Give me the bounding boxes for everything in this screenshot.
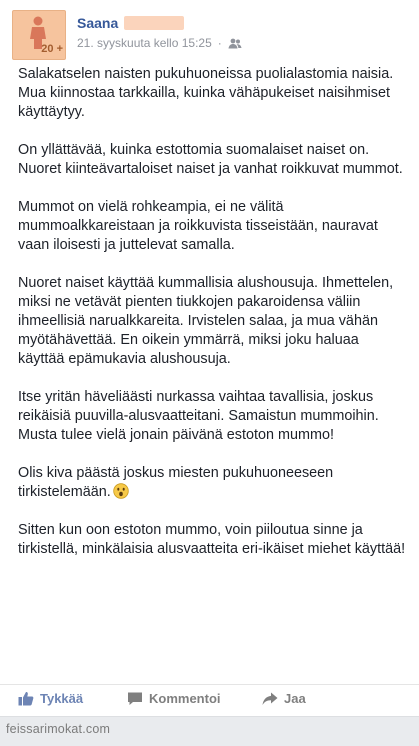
avatar[interactable] — [12, 10, 66, 60]
like-label: Tykkää — [40, 691, 84, 706]
surprised-face-icon — [113, 483, 129, 499]
post-paragraph: Nuoret naiset käyttää kummallisia alushousuja. Ihmettelen, miksi ne vetävät pienten tiukkojen pakaroidensa väliin ihmeellisiä narualkkareita. Irvistelen salaa, ja mua vähän myötähävettää. En oikein ymmärrä, miksi joku haluaa käyttää epämukavia alushousuja. — [18, 275, 394, 367]
friends-icon[interactable] — [228, 38, 242, 49]
comment-button[interactable] — [127, 691, 221, 706]
age-badge: 20 + — [41, 43, 63, 55]
post-body — [18, 65, 406, 578]
post-actions-bar — [0, 684, 419, 715]
comment-label: Kommentoi — [149, 691, 221, 706]
post-paragraph: Mummot on vielä rohkeampia, ei ne välitä mummoalkkareistaan ja roikkuvista tisseistään, nauravat vaan iloisesti ja juttelevat samalla. — [18, 199, 378, 253]
post-paragraph: Sitten kun oon estoton mummo, voin piiloutua sinne ja tirkistellä, minkälaisia alusvaatteita eri-ikäiset miehet käyttää! — [18, 522, 406, 557]
post-timestamp[interactable]: 21. syyskuuta kello 15:25 — [77, 36, 212, 50]
author-name[interactable]: Saana — [77, 15, 119, 31]
like-button[interactable] — [18, 691, 83, 706]
source-watermark: feissarimokat.com — [6, 722, 111, 736]
share-arrow-icon — [262, 692, 278, 706]
share-label: Jaa — [284, 691, 306, 706]
post-paragraph: On yllättävää, kuinka estottomia suomalaiset naiset on. Nuoret kiinteävartaloiset naiset ja vanhat roikkuvat mummot. — [18, 142, 403, 177]
post-paragraph-with-emoji — [18, 464, 406, 502]
post-meta — [77, 36, 242, 50]
audience-separator: · — [217, 36, 222, 50]
post-paragraph: Salakatselen naisten pukuhuoneissa puolialastomia naisia. Mua kiinnostaa tarkkailla, kuinka vähäpukeiset naisihmiset käyttäytyy. — [18, 66, 394, 120]
redacted-surname — [124, 16, 184, 30]
comment-icon — [127, 691, 143, 706]
post-paragraph-text: Olis kiva päästä joskus miesten pukuhuoneeseen tirkistelemään. — [18, 465, 334, 500]
share-button[interactable] — [262, 691, 306, 706]
author-row — [77, 14, 184, 32]
post-header — [12, 10, 412, 60]
thumbs-up-icon — [18, 691, 34, 706]
post-paragraph: Itse yritän häveliäästi nurkassa vaihtaa tavallisia, joskus reikäisiä puuvilla-alusvaatteitani. Samaistun mummoihin. Musta tulee vielä jonain päivänä estoton mummo! — [18, 389, 379, 443]
